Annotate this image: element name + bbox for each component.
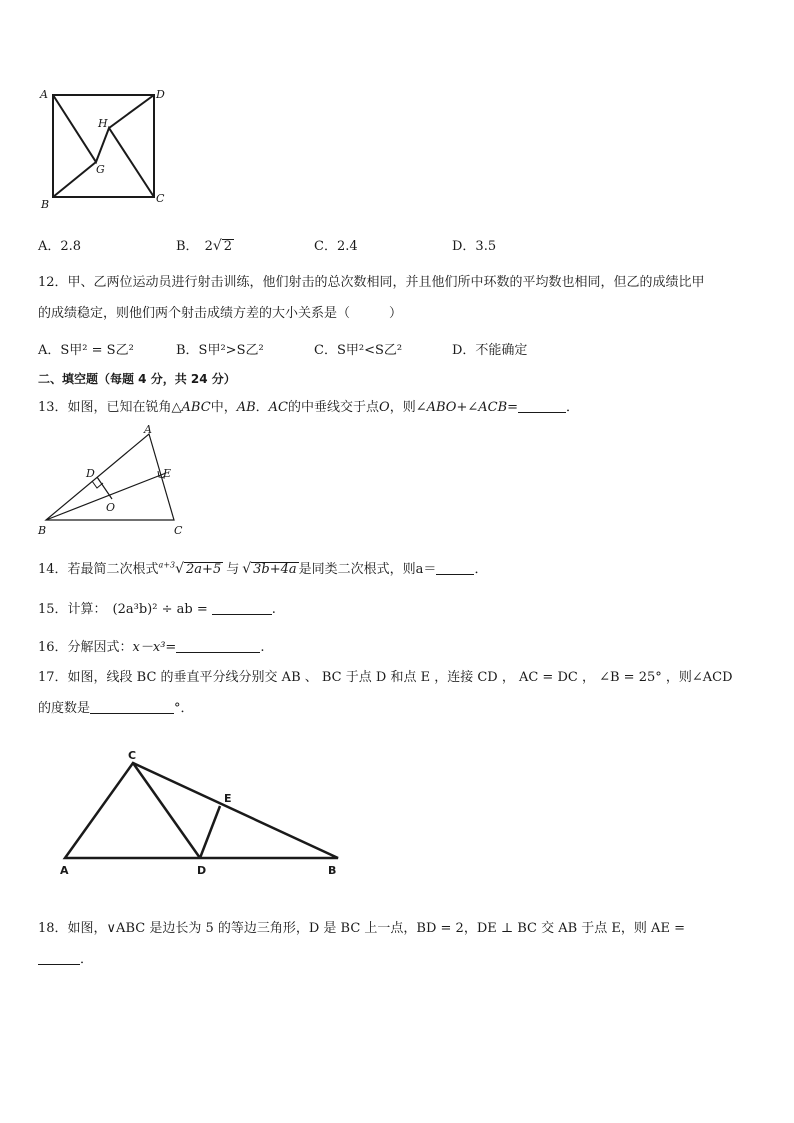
q18-blank[interactable] [38,952,80,965]
label-a: A [144,423,152,436]
label-c: C [128,749,137,762]
label-g: G [96,163,105,176]
q18-line2: ． [38,948,93,967]
figure-13 [36,420,196,540]
label-e: E [163,467,172,480]
label-d: D [86,467,95,480]
label-a: A [40,88,48,101]
q14-blank[interactable] [436,562,474,575]
q12-option-b: B．S甲²>S乙² [176,343,264,358]
label-o: O [106,501,116,514]
label-d: D [197,864,207,877]
q11-option-c: C．2.4 [314,239,358,254]
label-h: H [98,117,108,130]
label-b: B [328,864,337,877]
q12-option-c: C．S甲²<S乙² [314,343,403,358]
figure-11 [36,86,176,212]
q14-text: 14．若最简二次根式$^{a+3}$√ 2a+5 与 √ 3b+4a 是同类二次根式，则a＝ ． [38,560,488,577]
q11-option-b: B． 2√ 2 [176,238,233,254]
q16-blank[interactable] [176,640,260,653]
q11-option-d: D．3.5 [452,239,497,254]
label-c: C [174,524,183,537]
q13-text: 13．如图，已知在锐角△ABC中，AB．AC的中垂线交于点O，则∠ABO+∠ACB= ． [38,400,580,415]
label-a: A [60,864,69,877]
q12-option-a: A．S甲² = S乙² [38,343,134,358]
figure-17 [54,745,354,880]
q17-line2: 的度数是 °． [38,701,194,716]
q17-line1: 17．如图，线段 BC 的垂直平分线分别交 AB 、 BC 于点 D 和点 E ，连接 CD ， AC = DC ， ∠B = 25° ，则∠ACD [38,670,733,685]
label-b: B [41,198,50,211]
label-e: E [224,792,232,805]
label-b: B [38,524,47,537]
q18-line1: 18．如图，∨ABC 是边长为 5 的等边三角形，D 是 BC 上一点，BD = 2，DE ⊥ BC 交 AB 于点 E，则 AE = [38,921,685,936]
q16-text: 16．分解因式：x－x³= . [38,640,265,655]
label-d: D [156,88,165,101]
q15-text: 15．计算： (2a³b)² ÷ ab = . [38,602,276,617]
q15-blank[interactable] [212,602,272,615]
section-title: 二、填空题（每题 4 分，共 24 分） [38,372,236,386]
q17-blank[interactable] [90,701,174,714]
q12-option-d: D．不能确定 [452,343,528,358]
q11-option-a: A．2.8 [38,239,82,254]
q13-blank[interactable] [518,400,566,413]
label-c: C [156,192,165,205]
q12-line2: 的成绩稳定，则他们两个射击成绩方差的大小关系是（ ） [38,306,403,321]
q12-line1: 12．甲、乙两位运动员进行射击训练，他们射击的总次数相同，并且他们所中环数的平均数也相同，但乙的成绩比甲 [38,275,705,290]
